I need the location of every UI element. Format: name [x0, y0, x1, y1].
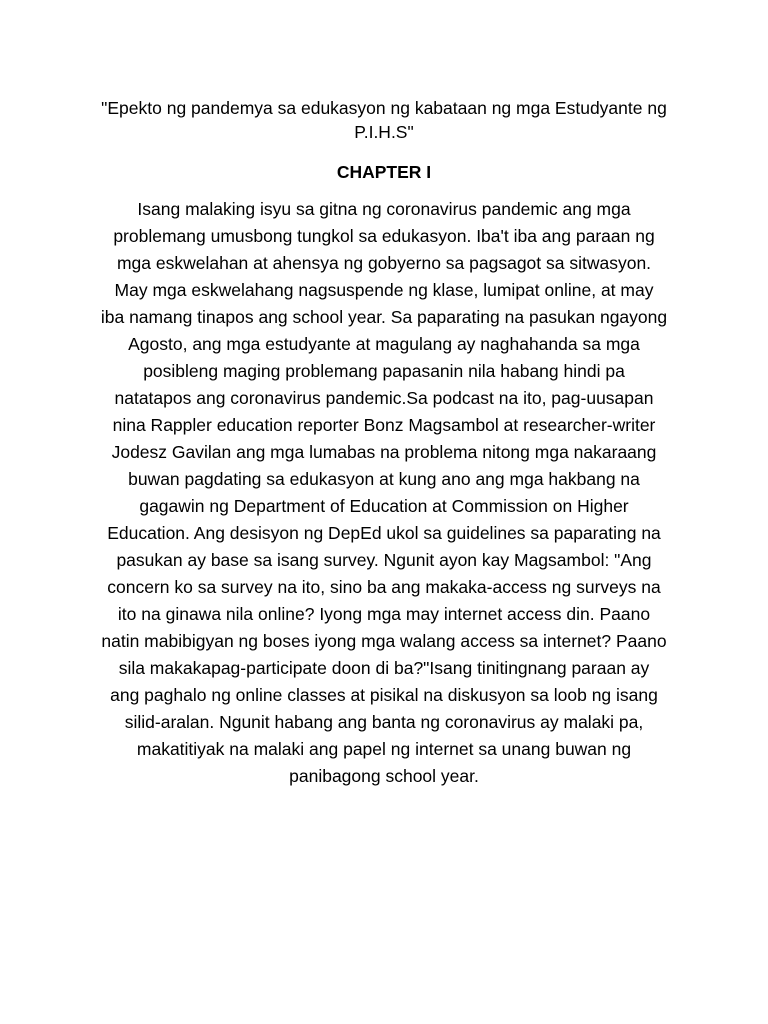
title-line-2: P.I.H.S"	[354, 122, 414, 142]
paragraph-line: panibagong school year.	[289, 766, 479, 786]
paragraph-line: Education. Ang desisyon ng DepEd ukol sa guidelines sa paparating na	[107, 523, 661, 543]
paragraph-line: May mga eskwelahang nagsuspende ng klase, lumipat online, at may	[114, 280, 654, 300]
paragraph-line: gagawin ng Department of Education at Commission on Higher	[139, 496, 629, 516]
paragraph-line: silid-aralan. Ngunit habang ang banta ng coronavirus ay malaki pa,	[124, 712, 644, 732]
paragraph-line: ito na ginawa nila online? Iyong mga may internet access din. Paano	[117, 604, 651, 624]
paragraph-line: makatitiyak na malaki ang papel ng internet sa unang buwan ng	[136, 739, 632, 759]
paragraph-line: Isang malaking isyu sa gitna ng coronavirus pandemic ang mga	[137, 199, 631, 219]
paragraph-line: sila makakapag-participate doon di ba?"Isang tinitingnang paraan ay	[118, 658, 650, 678]
paragraph-line: mga eskwelahan at ahensya ng gobyerno sa pagsagot sa sitwasyon.	[116, 253, 652, 273]
paragraph-line: nina Rappler education reporter Bonz Magsambol at researcher-writer	[112, 415, 656, 435]
document-title	[70, 96, 698, 144]
paragraph-line: concern ko sa survey na ito, sino ba ang makaka-access ng surveys na	[107, 577, 661, 597]
paragraph-line: Jodesz Gavilan ang mga lumabas na problema nitong mga nakaraang	[111, 442, 657, 462]
body-paragraph	[78, 196, 690, 790]
paragraph-line: natatapos ang coronavirus pandemic.Sa podcast na ito, pag-uusapan	[114, 388, 654, 408]
paragraph-line: pasukan ay base sa isang survey. Ngunit ayon kay Magsambol: "Ang	[116, 550, 652, 570]
title-line-1: "Epekto ng pandemya sa edukasyon ng kabataan ng mga Estudyante ng	[101, 98, 667, 118]
paragraph-line: buwan pagdating sa edukasyon at kung ano ang mga hakbang na	[128, 469, 640, 489]
paragraph-line: ang paghalo ng online classes at pisikal na diskusyon sa loob ng isang	[110, 685, 658, 705]
chapter-heading: CHAPTER I	[336, 162, 432, 182]
paragraph-line: natin mabibigyan ng boses iyong mga walang access sa internet? Paano	[101, 631, 667, 651]
paragraph-line: posibleng maging problemang papasanin nila habang hindi pa	[143, 361, 625, 381]
paragraph-line: iba namang tinapos ang school year. Sa paparating na pasukan ngayong	[100, 307, 668, 327]
paragraph-line: problemang umusbong tungkol sa edukasyon. Iba't iba ang paraan ng	[113, 226, 655, 246]
paragraph-line: Agosto, ang mga estudyante at magulang ay naghahanda sa mga	[128, 334, 640, 354]
